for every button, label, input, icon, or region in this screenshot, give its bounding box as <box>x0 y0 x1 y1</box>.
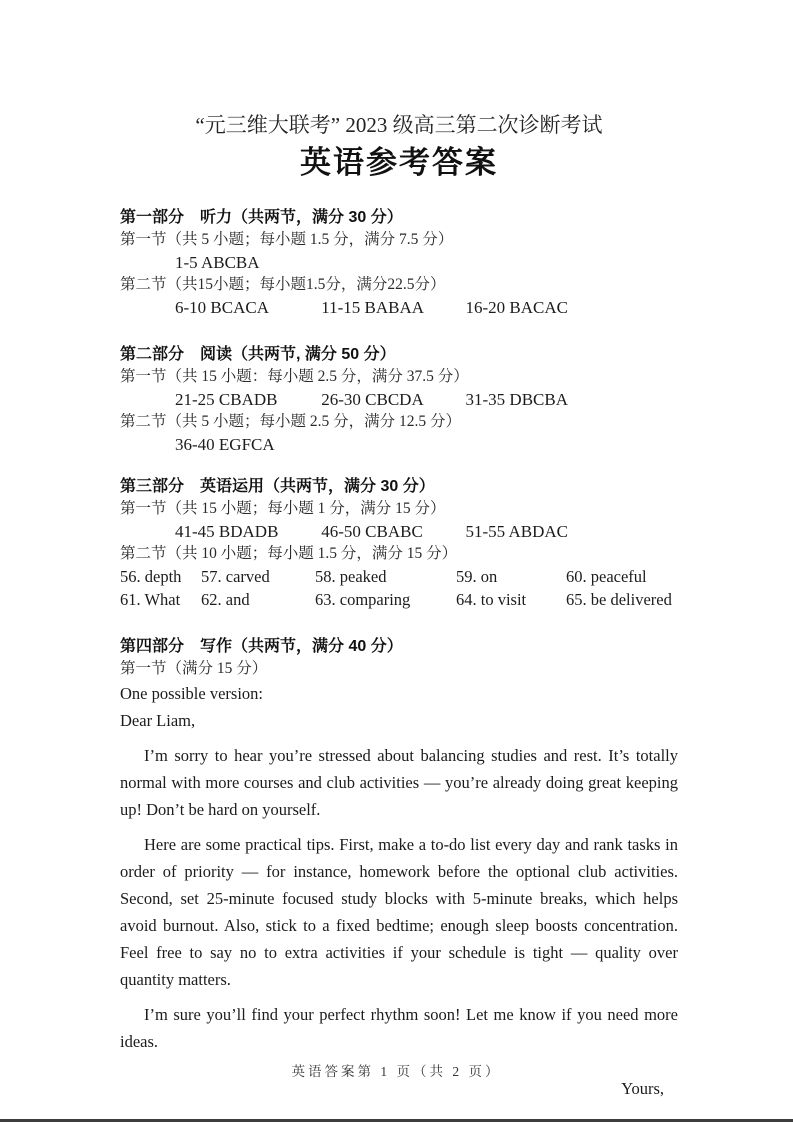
page-title: 英语参考答案 <box>300 145 498 180</box>
answer-group: 11-15 BABAA <box>321 298 425 317</box>
answer-group: 46-50 CBABC <box>321 522 423 541</box>
part2-heading: 第二部分 阅读（共两节, 满分 50 分） <box>120 346 396 363</box>
part3-section2-label: 第二节（共 10 小题；每小题 1.5 分，满分 15 分） <box>120 545 458 562</box>
answer-group: 51-55 ABDAC <box>465 522 568 541</box>
part4-heading: 第四部分 写作（共两节，满分 40 分） <box>120 638 403 655</box>
section-part4-writing <box>120 635 678 1102</box>
part2-section2-label: 第二节（共 5 小题；每小题 2.5 分，满分 12.5 分） <box>120 413 462 430</box>
fill-answer: 64. to visit <box>456 590 527 609</box>
fill-answer: 59. on <box>456 567 498 586</box>
fill-answer: 61. What <box>120 590 181 609</box>
answer-row <box>120 520 678 543</box>
salutation: Dear Liam, <box>120 711 196 730</box>
section-part1-listening <box>120 206 678 319</box>
letter-closing: Yours, <box>621 1079 664 1098</box>
answer-group: 41-45 BDADB <box>175 522 279 541</box>
part3-heading: 第三部分 英语运用（共两节，满分 30 分） <box>120 478 435 495</box>
essay-paragraph: I’m sorry to hear you’re stressed about balancing studies and rest. It’s totally normal with more courses and club activities — you’re already doing great keeping up! Don’t be hard on yourself. <box>120 746 678 819</box>
answer-group: 36-40 EGFCA <box>175 435 275 454</box>
answer-group: 26-30 CBCDA <box>321 390 424 409</box>
page-footer: 英语答案第 1 页（共 2 页） <box>291 1064 502 1079</box>
fill-answer: 62. and <box>201 590 250 609</box>
part2-section1-label: 第一节（共 15 小题：每小题 2.5 分，满分 37.5 分） <box>120 368 469 385</box>
fill-answer: 58. peaked <box>315 567 387 586</box>
answer-group: 1-5 ABCBA <box>175 253 260 272</box>
answer-row <box>120 296 678 319</box>
answer-group: 16-20 BACAC <box>465 298 568 317</box>
fill-answer: 65. be delivered <box>566 590 672 609</box>
fill-answer: 60. peaceful <box>566 567 647 586</box>
exam-title: “元三维大联考” 2023 级高三第二次诊断考试 <box>195 113 603 137</box>
section-part3-language-use <box>120 475 678 611</box>
answer-group: 31-35 DBCBA <box>465 390 568 409</box>
page-header <box>120 112 678 182</box>
section-part2-reading <box>120 343 678 456</box>
model-essay <box>120 680 678 1102</box>
fill-answer: 63. comparing <box>315 590 411 609</box>
fill-answer: 57. carved <box>201 567 270 586</box>
part3-section1-label: 第一节（共 15 小题；每小题 1 分，满分 15 分） <box>120 500 446 517</box>
fill-answer: 56. depth <box>120 567 182 586</box>
essay-paragraph: I’m sure you’ll find your perfect rhythm soon! Let me know if you need more ideas. <box>120 1005 678 1051</box>
fill-answer-row <box>120 565 678 588</box>
fill-answer-row <box>120 588 678 611</box>
part1-section1-label: 第一节（共 5 小题；每小题 1.5 分，满分 7.5 分） <box>120 231 454 248</box>
part1-heading: 第一部分 听力（共两节，满分 30 分） <box>120 209 403 226</box>
version-note: One possible version: <box>120 684 263 703</box>
answer-group: 6-10 BCACA <box>175 298 269 317</box>
essay-paragraph: Here are some practical tips. First, make a to-do list every day and rank tasks in order of priority — for instance, homework before the optional club activities. Second, set 25-minute focused study blocks with 5-minute breaks, which helps avoid burnout. Also, stick to a fixed bedtime; enough sleep boosts concentration. Feel free to say no to extra activities if your schedule is tight — quality over quantity matters. <box>120 835 678 989</box>
part1-section2-label: 第二节（共15小题；每小题1.5分，满分22.5分） <box>120 276 446 293</box>
answer-row <box>120 433 678 456</box>
part4-section1-label: 第一节（满分 15 分） <box>120 660 268 677</box>
answer-group: 21-25 CBADB <box>175 390 278 409</box>
answer-row <box>120 388 678 411</box>
answer-row <box>120 251 678 274</box>
